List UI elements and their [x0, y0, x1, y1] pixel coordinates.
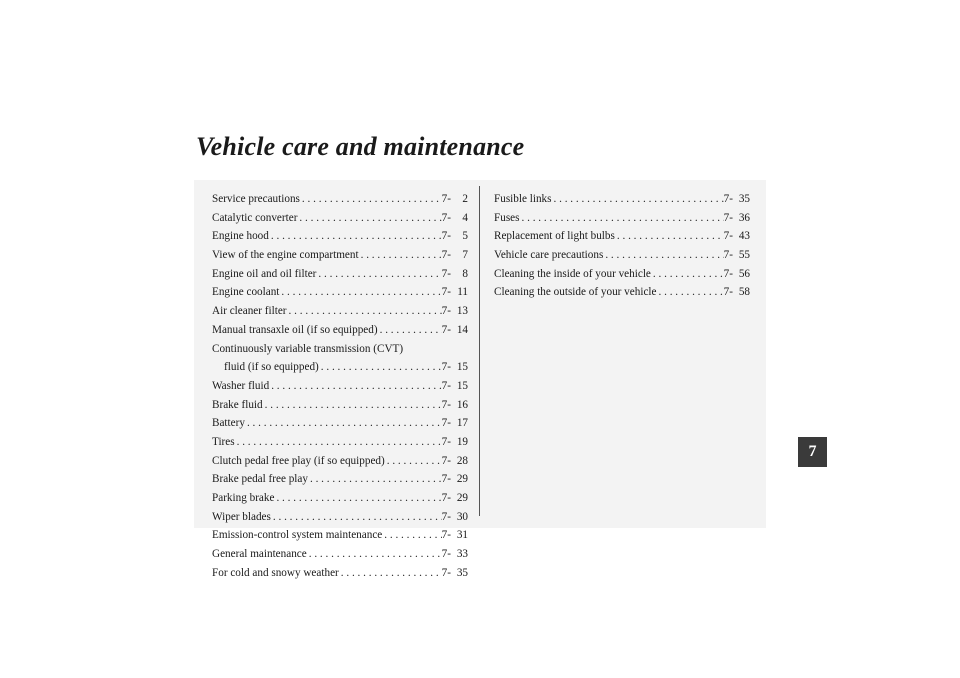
toc-entry[interactable]: Cleaning the inside of your vehicle . . . 7- 56 [494, 265, 750, 284]
page-title: Vehicle care and maintenance [196, 132, 525, 161]
toc-entry[interactable]: Service precautions . . . 7- 2 [212, 190, 468, 209]
toc-entry[interactable]: Air cleaner filter . . . 7- 13 [212, 302, 468, 321]
toc-entry[interactable]: Brake fluid . . . 7- 16 [212, 396, 468, 415]
toc-entry[interactable]: Vehicle care precautions . . . 7- 55 [494, 246, 750, 265]
toc-entry[interactable]: Brake pedal free play . . . 7- 29 [212, 470, 468, 489]
toc-entry[interactable]: Replacement of light bulbs . . . 7- 43 [494, 227, 750, 246]
toc-entry[interactable]: Tires . . . 7- 19 [212, 433, 468, 452]
toc-entry-title-line: Continuously variable transmission (CVT) [212, 342, 404, 355]
toc-entry[interactable]: Cleaning the outside of your vehicle . . . 7- 58 [494, 283, 750, 302]
toc-entry[interactable]: Washer fluid . . . 7- 15 [212, 377, 468, 396]
toc-entry[interactable]: Fusible links . . . 7- 35 [494, 190, 750, 209]
chapter-tab[interactable]: 7 [798, 437, 827, 467]
toc-entry[interactable]: Engine coolant . . . 7- 11 [212, 283, 468, 302]
toc-entry[interactable]: Manual transaxle oil (if so equipped) . . . 7- 14 [212, 321, 468, 340]
toc-entry[interactable]: Battery . . . 7- 17 [212, 414, 468, 433]
toc-column-right [494, 190, 750, 302]
toc-entry[interactable]: Fuses . . . 7- 36 [494, 209, 750, 228]
toc-entry[interactable]: Engine oil and oil filter . . . 7- 8 [212, 265, 468, 284]
toc-entry[interactable]: View of the engine compartment . . . 7- 7 [212, 246, 468, 265]
toc-entry[interactable]: Catalytic converter . . . 7- 4 [212, 209, 468, 228]
toc-entry[interactable]: Wiper blades . . . 7- 30 [212, 508, 468, 527]
toc-entry[interactable]: Parking brake . . . 7- 29 [212, 489, 468, 508]
toc-entry[interactable]: For cold and snowy weather . . . 7- 35 [212, 564, 468, 583]
toc-entry-multiline[interactable]: Continuously variable transmission (CVT) fluid (if so equipped) . . . 7- 15 [212, 340, 468, 377]
toc-entry[interactable]: Emission-control system maintenance . . . 7- 31 [212, 526, 468, 545]
toc-entry[interactable]: Engine hood . . . 7- 5 [212, 227, 468, 246]
toc-entry[interactable]: General maintenance . . . 7- 33 [212, 545, 468, 564]
toc-entry[interactable]: Clutch pedal free play (if so equipped) . . . 7- 28 [212, 452, 468, 471]
toc-column-left [212, 190, 468, 582]
column-divider [479, 186, 480, 516]
